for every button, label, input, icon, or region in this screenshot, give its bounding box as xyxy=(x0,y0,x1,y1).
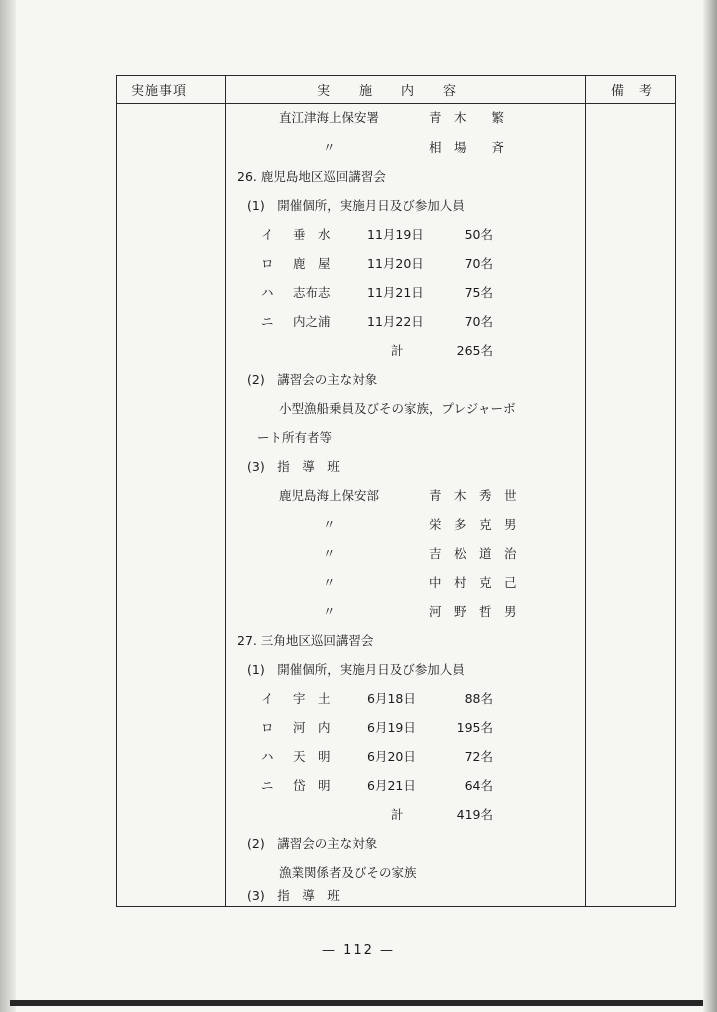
section-27-title: 27. 三角地区巡回講習会 xyxy=(237,633,374,648)
row-place: 天 明 xyxy=(293,749,331,764)
scan-left-shadow xyxy=(0,0,16,1012)
section-26-title: 26. 鹿児島地区巡回講習会 xyxy=(237,169,386,184)
section-26-item-1: (1) 開催個所，実施月日及び参加人員 xyxy=(247,198,465,213)
row-count: 88名 xyxy=(464,691,493,706)
row-count: 75名 xyxy=(464,285,493,300)
staff-org: 〃 xyxy=(323,575,336,590)
section-26-item-2: (2) 講習会の主な対象 xyxy=(247,372,378,387)
target-text: 漁業関係者及びその家族 xyxy=(279,865,417,880)
header-divider xyxy=(117,103,675,104)
column-divider xyxy=(585,76,586,906)
row-place: 河 内 xyxy=(293,720,331,735)
staff-name: 青 木 秀 世 xyxy=(429,488,517,503)
row-date: 6月21日 xyxy=(367,778,416,793)
row-count: 64名 xyxy=(464,778,493,793)
row-count: 50名 xyxy=(464,227,493,242)
header-implementation-content: 実 施 内 容 xyxy=(317,84,458,99)
row-place: 岱 明 xyxy=(293,778,331,793)
row-count: 72名 xyxy=(464,749,493,764)
target-text: 小型漁船乗員及びその家族，プレジャーボ xyxy=(279,401,516,416)
row-mark: ハ xyxy=(261,285,274,300)
scan-bottom-edge xyxy=(10,1000,703,1006)
section-26-item-3: (3) 指 導 班 xyxy=(247,459,340,474)
staff-org: 直江津海上保安署 xyxy=(279,110,380,125)
target-text-continued: ート所有者等 xyxy=(257,430,333,445)
row-mark: ニ xyxy=(261,778,274,793)
row-date: 11月21日 xyxy=(367,285,424,300)
total-label: 計 xyxy=(391,343,404,358)
staff-org: 〃 xyxy=(323,604,336,619)
header-remarks: 備 考 xyxy=(611,84,654,99)
row-place: 鹿 屋 xyxy=(293,256,331,271)
section-27-item-1: (1) 開催個所，実施月日及び参加人員 xyxy=(247,662,465,677)
staff-name: 相 場 斉 xyxy=(429,140,505,155)
header-implementation-item: 実施事項 xyxy=(131,84,188,99)
staff-org: 〃 xyxy=(323,517,336,532)
section-27-item-3: (3) 指 導 班 xyxy=(247,888,340,903)
row-date: 11月20日 xyxy=(367,256,424,271)
row-mark: ハ xyxy=(261,749,274,764)
row-date: 6月18日 xyxy=(367,691,416,706)
row-mark: ロ xyxy=(261,256,274,271)
scan-right-shadow xyxy=(703,0,717,1012)
staff-name: 栄 多 克 男 xyxy=(429,517,517,532)
staff-name: 青 木 繁 xyxy=(429,110,505,125)
row-count: 70名 xyxy=(464,314,493,329)
staff-org: 鹿児島海上保安部 xyxy=(279,488,380,503)
row-date: 11月19日 xyxy=(367,227,424,242)
section-27-item-2: (2) 講習会の主な対象 xyxy=(247,836,378,851)
total-count: 265名 xyxy=(456,343,493,358)
row-date: 6月20日 xyxy=(367,749,416,764)
row-mark: イ xyxy=(261,691,274,706)
staff-org: 〃 xyxy=(323,546,336,561)
content-table xyxy=(116,75,676,907)
row-place: 志布志 xyxy=(293,285,331,300)
row-place: 垂 水 xyxy=(293,227,331,242)
row-date: 6月19日 xyxy=(367,720,416,735)
row-date: 11月22日 xyxy=(367,314,424,329)
row-mark: ニ xyxy=(261,314,274,329)
staff-name: 吉 松 道 治 xyxy=(429,546,517,561)
total-label: 計 xyxy=(391,807,404,822)
row-count: 195名 xyxy=(456,720,493,735)
row-mark: ロ xyxy=(261,720,274,735)
row-count: 70名 xyxy=(464,256,493,271)
total-count: 419名 xyxy=(456,807,493,822)
row-place: 宇 土 xyxy=(293,691,331,706)
column-divider xyxy=(225,76,226,906)
staff-name: 河 野 哲 男 xyxy=(429,604,517,619)
page-number: — 112 — xyxy=(321,943,396,958)
staff-org: 〃 xyxy=(323,140,336,155)
row-place: 内之浦 xyxy=(293,314,331,329)
row-mark: イ xyxy=(261,227,274,242)
staff-name: 中 村 克 己 xyxy=(429,575,517,590)
